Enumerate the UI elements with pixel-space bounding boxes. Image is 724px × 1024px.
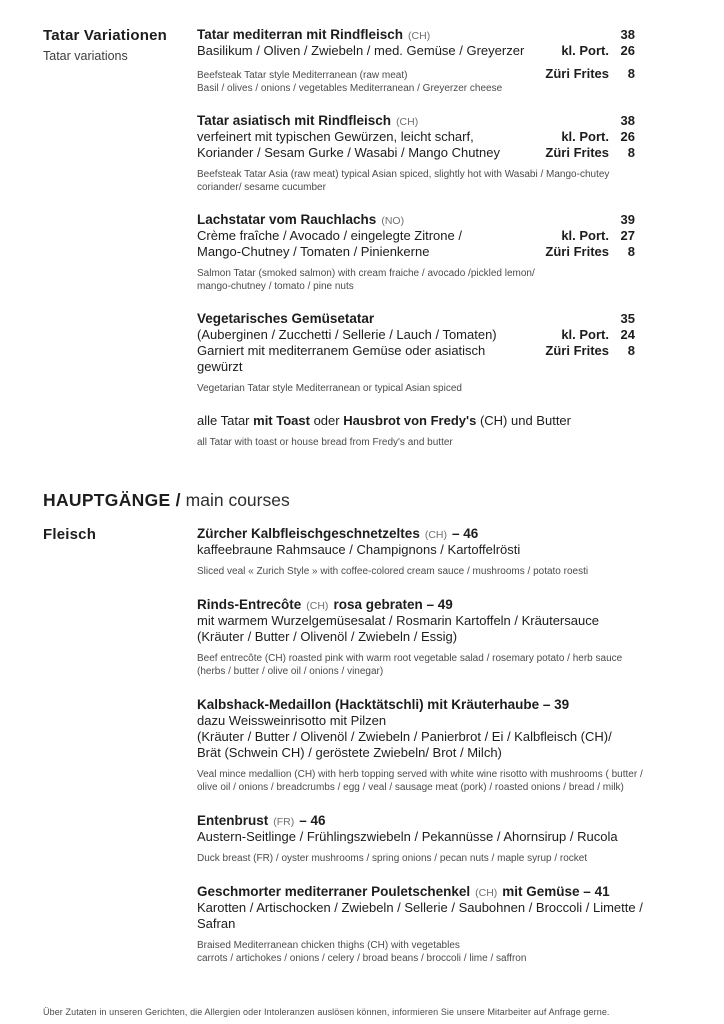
item-title: Entenbrust [197,813,269,828]
translation-row [197,852,681,865]
item-title-suffix: mit Gemüse – 41 [502,884,610,899]
origin-tag: (CH) [408,30,431,42]
origin-tag: (NO) [381,215,405,227]
item-description-line: Garniert mit mediterranem Gemüse oder asiatisch gewürzt [197,343,486,374]
item-translation-block [197,768,681,794]
translation-row [197,181,681,194]
origin-tag: (CH) [396,116,419,128]
tatar-items [197,27,681,449]
small-print-line: Duck breast (FR) / oyster mushrooms / spring onions / pecan nuts / maple syrup / rocket [197,853,588,864]
item-title: Lachstatar vom Rauchlachs [197,212,377,227]
translation-row [197,781,681,794]
translation-row [197,436,681,449]
item-title-row [197,597,681,613]
translation-row [197,952,681,965]
item-description-row [197,43,681,59]
small-print-line: (herbs / butter / olive oil / onions / vinegar) [197,666,384,677]
item-title: Tatar mediterran mit Rindfleisch [197,27,404,42]
small-print-line: Beef entrecôte (CH) roasted pink with warm root vegetable salad / rosemary potato / herb sauce [197,653,623,664]
small-print-line: Beefsteak Tatar style Mediterranean (raw meat) [197,70,408,81]
tatar-note [197,413,681,429]
item-description-line: Brät (Schwein CH) / geröstete Zwiebeln/ Brot / Milch) [197,745,502,760]
translation-row [197,768,681,781]
item-description-line: (Auberginen / Zucchetti / Sellerie / Lauch / Tomaten) [197,327,497,342]
price-label: kl. Port. [561,43,609,58]
small-print-line: Sliced veal « Zurich Style » with coffee-colored cream sauce / mushrooms / potato roesti [197,566,589,577]
item-description-line: Karotten / Artischocken / Zwiebeln / Sellerie / Saubohnen / Broccoli / Limette / Safran [197,900,643,931]
item-title: Tatar asiatisch mit Rindfleisch [197,113,392,128]
item-description-row [197,244,681,260]
small-print-line: olive oil / onions / breadcrumbs / egg / veal / sausage meat (pork) / roasted onions / bread / milk) [197,782,624,793]
item-description-line: verfeinert mit typischen Gewürzen, leicht scharf, [197,129,474,144]
note-text-bold: mit Toast [253,413,310,428]
item-description-row [197,745,681,761]
price-label: Züri Frites [545,66,609,81]
note-text-bold: Hausbrot von Fredy's [343,413,477,428]
tatar-section-label-block [43,27,197,64]
small-print-line: coriander/ sesame cucumber [197,182,326,193]
translation-row [197,565,681,578]
item-description-row [197,900,681,932]
menu-item-entenbrust [197,813,681,865]
small-print-line: Beefsteak Tatar Asia (raw meat) typical Asian spiced, slightly hot with Wasabi / Mango-chutey [197,169,610,180]
item-translation-block [197,382,681,395]
small-print-line: Braised Mediterranean chicken thighs (CH) with vegetables [197,940,460,951]
price-label: kl. Port. [561,129,609,144]
item-description-line: Austern-Seitlinge / Frühlingszwiebeln / Pekannüsse / Ahornsirup / Rucola [197,829,618,844]
mains-items [197,526,681,984]
heading-regular: main courses [185,490,290,510]
item-title: Geschmorter mediterraner Pouletschenkel [197,884,471,899]
note-text: (CH) und Butter [476,413,571,428]
item-translation-block [197,565,681,578]
menu-item-gemuesetatar [197,311,681,395]
origin-tag: (CH) [306,600,329,612]
item-description-line: dazu Weissweinrisotto mit Pilzen [197,713,387,728]
note-text: alle Tatar [197,413,254,428]
item-translation-block [197,168,681,194]
item-title: Rinds-Entrecôte [197,597,302,612]
price-value: 8 [627,145,635,160]
item-title-row [197,813,681,829]
menu-item-rinds-entrecote [197,597,681,678]
note-text: oder [309,413,344,428]
small-print-line: Basil / olives / onions / vegetables Mediterranean / Greyerzer cheese [197,83,503,94]
item-description-row [197,129,681,145]
item-description-row [197,629,681,645]
item-description-row [197,729,681,745]
tatar-note-translation [197,436,681,449]
menu-item-tatar-mediterran [197,27,681,95]
item-description-row [197,713,681,729]
translation-row [197,382,681,395]
price-value: 26 [620,43,635,58]
translation-row [197,168,681,181]
translation-row [197,280,681,293]
translation-row [197,939,681,952]
item-description-row [197,343,681,375]
translation-row [197,66,681,82]
translation-row [197,652,681,665]
price-value: 39 [620,212,635,227]
item-title-suffix: rosa gebraten – 49 [333,597,453,612]
item-description-row [197,145,681,161]
item-title-row [197,311,681,327]
menu-item-lachstatar [197,212,681,293]
item-title-row [197,27,681,43]
price-label: kl. Port. [561,327,609,342]
menu-item-tatar-asiatisch [197,113,681,194]
price-value: 38 [620,113,635,128]
item-translation-block [197,66,681,95]
section-label: Fleisch [43,526,97,543]
item-description-line: Koriander / Sesam Gurke / Wasabi / Mango Chutney [197,145,500,160]
item-description-row [197,542,681,558]
price-label: Züri Frites [545,343,609,358]
item-title: Zürcher Kalbfleischgeschnetzeltes [197,526,420,541]
item-title-row [197,697,681,713]
item-title: Kalbshack-Medaillon (Hacktätschli) mit Kräuterhaube – 39 [197,697,570,712]
price-label: Züri Frites [545,244,609,259]
item-title-suffix: – 46 [452,526,479,541]
origin-tag: (FR) [273,816,295,828]
price-label: kl. Port. [561,228,609,243]
origin-tag: (CH) [475,887,498,899]
item-description-line: (Kräuter / Butter / Olivenöl / Zwiebeln / Essig) [197,629,458,644]
allergy-notice: Über Zutaten in unseren Gerichten, die Allergien oder Intoleranzen auslösen können, informieren Sie unsere Mitarbeiter auf Anfrage gerne. [43,1007,610,1017]
translation-row [197,82,681,95]
item-translation-block [197,267,681,293]
price-value: 8 [627,343,635,358]
price-value: 24 [620,327,635,342]
item-description-line: Mango-Chutney / Tomaten / Pinienkerne [197,244,430,259]
item-title: Vegetarisches Gemüsetatar [197,311,375,326]
item-description-row [197,613,681,629]
item-translation-block [197,852,681,865]
price-label: Züri Frites [545,145,609,160]
item-description-line: (Kräuter / Butter / Olivenöl / Zwiebeln / Panierbrot / Ei / Kalbfleisch (CH)/ [197,729,612,744]
item-description-line: Crème fraîche / Avocado / eingelegte Zitrone / [197,228,462,243]
tatar-section [43,27,681,449]
item-description-row [197,327,681,343]
section-sublabel: Tatar variations [43,49,128,63]
section-label: Tatar Variationen [43,27,167,44]
small-print-line: mango-chutney / tomato / pine nuts [197,281,354,292]
mains-section-label-block [43,526,197,544]
price-value: 26 [620,129,635,144]
price-value: 27 [620,228,635,243]
item-translation-block [197,939,681,965]
item-title-row [197,212,681,228]
item-description-line: kaffeebraune Rahmsauce / Champignons / Kartoffelrösti [197,542,521,557]
translation-row [197,267,681,280]
item-description-line: mit warmem Wurzelgemüsesalat / Rosmarin Kartoffeln / Kräutersauce [197,613,599,628]
price-value: 8 [627,244,635,259]
menu-item-pouletschenkel [197,884,681,965]
origin-tag: (CH) [424,529,447,541]
small-print-line: Vegetarian Tatar style Mediterranean or typical Asian spiced [197,383,462,394]
main-courses-heading [43,489,681,511]
item-translation-block [197,652,681,678]
mains-section [43,526,681,984]
small-print-line: Veal mince medallion (CH) with herb topping served with white wine risotto with mushrooms ( butter / [197,769,643,780]
heading-bold: HAUPTGÄNGE / [43,490,181,510]
price-value: 38 [620,27,635,42]
item-title-row [197,884,681,900]
item-description-row [197,228,681,244]
item-description-row [197,829,681,845]
menu-item-kalbshack-medaillon [197,697,681,794]
small-print-line: Salmon Tatar (smoked salmon) with cream fraiche / avocado /pickled lemon/ [197,268,535,279]
item-title-row [197,113,681,129]
small-print-line: carrots / artichokes / onions / celery / broad beans / broccoli / lime / saffron [197,953,527,964]
small-print-line: all Tatar with toast or house bread from Fredy's and butter [197,437,453,448]
item-title-suffix: – 46 [299,813,326,828]
item-description-line: Basilikum / Oliven / Zwiebeln / med. Gemüse / Greyerzer [197,43,525,58]
price-value: 8 [627,66,635,81]
menu-item-kalbfleischgeschnetzeltes [197,526,681,578]
item-title-row [197,526,681,542]
translation-row [197,665,681,678]
price-value: 35 [620,311,635,326]
